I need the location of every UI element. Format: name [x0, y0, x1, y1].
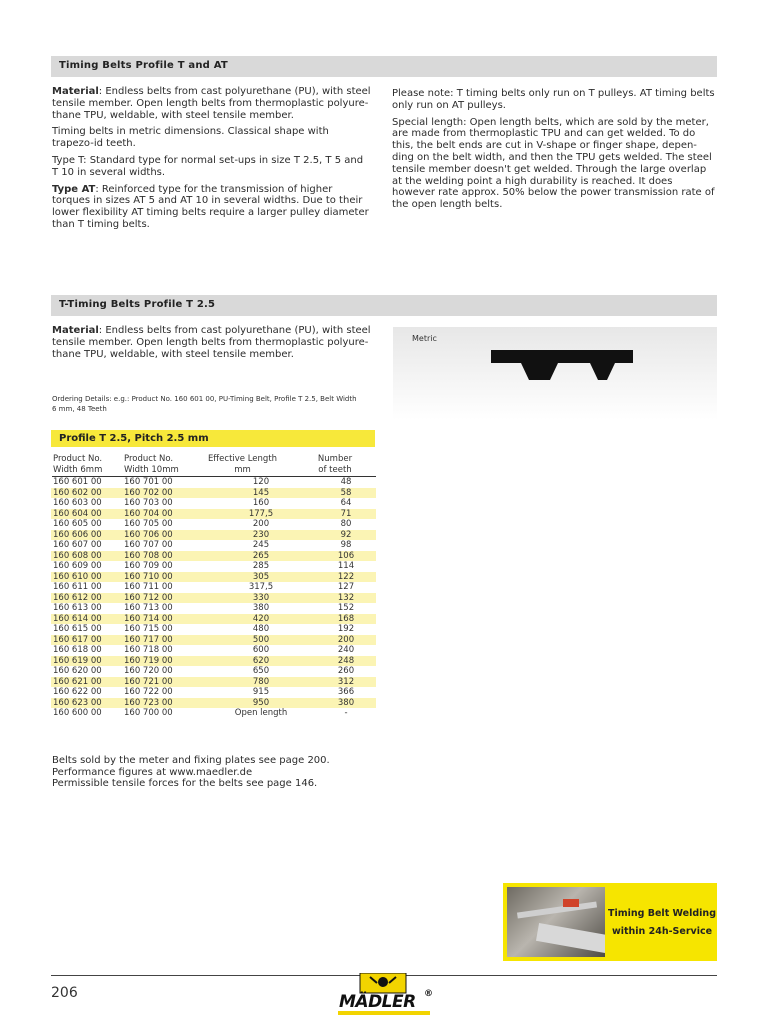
table-cell: 230 [206, 530, 316, 541]
table-cell: 106 [316, 551, 376, 562]
table-cell: 132 [316, 593, 376, 604]
section-title: Timing Belts Profile T and AT [59, 60, 228, 71]
table-cell: 285 [252, 561, 270, 571]
table-row [51, 708, 376, 719]
table-row [51, 666, 376, 677]
table-cell: 500 [206, 635, 316, 646]
table-row [51, 561, 376, 572]
table-cell: 200 [252, 519, 270, 529]
table-cell: 160 723 00 [124, 698, 206, 709]
table-cell: 240 [337, 645, 355, 655]
table-header-bar [51, 430, 375, 447]
table-cell: 48 [340, 477, 352, 487]
table-row [51, 645, 376, 656]
table-cell: 71 [316, 509, 376, 520]
table-cell: 160 623 00 [51, 698, 124, 709]
section-header-profile-t-at [51, 56, 717, 77]
table-cell: 160 719 00 [124, 656, 206, 667]
paragraph-note: Please note: T timing belts only run on T pulleys. AT timing belts only run on AT pulleys. [392, 88, 715, 111]
table-cell: 160 720 00 [124, 666, 173, 676]
table-cell: 160 715 00 [124, 624, 173, 634]
table-row [51, 572, 376, 583]
belt-profile-drawing [393, 327, 717, 420]
table-cell: 245 [252, 540, 270, 550]
table-cell: 200 [316, 635, 376, 646]
table-cell: 160 613 00 [53, 603, 102, 613]
table-cell: 177,5 [206, 509, 316, 520]
table-cell: 160 722 00 [124, 687, 173, 697]
table-cell: 64 [340, 498, 352, 508]
table-cell: 312 [316, 677, 376, 688]
table-cell: 780 [206, 677, 316, 688]
table-row [51, 614, 376, 625]
welding-photo [507, 887, 605, 957]
promo-text: Timing Belt Welding within 24h-Service [607, 908, 716, 937]
table-cell: 160 603 00 [53, 498, 102, 508]
table-cell: 114 [337, 561, 355, 571]
page-number: 206 [51, 985, 78, 1001]
table-cell: 265 [206, 551, 316, 562]
table-cell: 160 707 00 [124, 540, 173, 550]
table-cell: 160 619 00 [51, 656, 124, 667]
note-tensile-forces: Permissible tensile forces for the belts see page 146. [52, 778, 318, 789]
table-row [51, 530, 376, 541]
table-cell: 160 709 00 [124, 561, 173, 571]
table-row [51, 540, 376, 551]
section-header-profile-t25 [51, 295, 717, 316]
table-cell: 160 615 00 [53, 624, 102, 634]
table-cell: 160 711 00 [124, 582, 173, 592]
table-cell: 160 703 00 [124, 498, 173, 508]
table-cell: Open length [234, 708, 288, 718]
table-cell: 366 [337, 687, 355, 697]
illustration-label: Metric [412, 334, 437, 343]
table-cell: 160 [252, 498, 270, 508]
promo-welding-service[interactable] [503, 883, 717, 961]
table-cell: 92 [316, 530, 376, 541]
note-belts-by-meter: Belts sold by the meter and fixing plates see page 200. [52, 755, 330, 766]
section1-right-text [392, 88, 717, 216]
table-cell: 160 700 00 [124, 708, 173, 718]
paragraph-type-at: Type AT: Reinforced type for the transmission of higher torques in sizes AT 5 and AT 10 in several widths. Due to their lower flexibility AT timing belts require a larger pulley diameter than T timing belts. [52, 183, 369, 230]
table-cell: 160 621 00 [51, 677, 124, 688]
table-row [51, 656, 376, 667]
table-cell: 950 [206, 698, 316, 709]
section1-left-text [52, 86, 372, 236]
table-cell: 160 701 00 [124, 477, 173, 487]
table-cell: 305 [206, 572, 316, 583]
table-cell: 160 614 00 [51, 614, 124, 625]
table-cell: 58 [316, 488, 376, 499]
table-cell: 160 610 00 [51, 572, 124, 583]
table-cell: 620 [206, 656, 316, 667]
table-row [51, 509, 376, 520]
table-cell: 160 713 00 [124, 603, 173, 613]
table-cell: 160 617 00 [51, 635, 124, 646]
table-cell: 160 605 00 [53, 519, 102, 529]
table-cell: 260 [337, 666, 355, 676]
table-cell: 160 608 00 [51, 551, 124, 562]
table-cell: 80 [340, 519, 352, 529]
table-cell: 160 717 00 [124, 635, 206, 646]
table-row [51, 551, 376, 562]
table-cell: 650 [252, 666, 270, 676]
table-row [51, 624, 376, 635]
table-row [51, 488, 376, 499]
table-cell: 160 708 00 [124, 551, 206, 562]
table-cell: 317,5 [248, 582, 274, 592]
table-cell: 160 601 00 [53, 477, 102, 487]
paragraph-type-t: Type T: Standard type for normal set-ups in size T 2.5, T 5 and T 10 in several widths. [52, 154, 364, 178]
table-cell: 160 618 00 [53, 645, 102, 655]
column-header-length: Effective Length mm [207, 454, 278, 475]
table-row [51, 677, 376, 688]
table-cell: 160 611 00 [53, 582, 102, 592]
table-row [51, 593, 376, 604]
table-cell: 160 607 00 [53, 540, 102, 550]
table-cell: 420 [206, 614, 316, 625]
logo-brand: MÄDLER [339, 992, 416, 1012]
column-header-teeth: Number of teeth [317, 454, 353, 475]
table-cell: 122 [316, 572, 376, 583]
table-cell: 168 [316, 614, 376, 625]
section2-material-text: Material: Endless belts from cast polyurethane (PU), with steel tensile member. Open length belts from thermoplastic polyure-thane TPU, weldable, with steel tensile member. [52, 325, 371, 360]
table-cell: 248 [316, 656, 376, 667]
belt-profile-illustration [393, 327, 717, 420]
table-cell: 160 622 00 [53, 687, 102, 697]
table-cell: 380 [316, 698, 376, 709]
table-cell: 160 620 00 [53, 666, 102, 676]
paragraph-material: Material: Endless belts from cast polyurethane (PU), with steel tensile member. Open length belts from thermoplastic polyure-thane TPU, weldable, with steel tensile member. [52, 86, 371, 121]
column-header-width10: Product No. Width 10mm [124, 454, 179, 475]
table-row [51, 603, 376, 614]
table-cell: 120 [252, 477, 270, 487]
table-cell: 145 [206, 488, 316, 499]
table-row [51, 698, 376, 709]
table-cell: 152 [337, 603, 355, 613]
paragraph-metric: Timing belts in metric dimensions. Classical shape with trapezo-id teeth. [52, 126, 329, 150]
table-cell: 192 [337, 624, 355, 634]
section-title: T-Timing Belts Profile T 2.5 [59, 299, 216, 310]
table-cell: 160 721 00 [124, 677, 206, 688]
table-cell: 915 [252, 687, 270, 697]
table-cell: 160 705 00 [124, 519, 173, 529]
table-cell: 160 604 00 [51, 509, 124, 520]
table-cell: 480 [252, 624, 270, 634]
table-cell: 330 [206, 593, 316, 604]
table-row [51, 582, 376, 593]
table-cell: 160 714 00 [124, 614, 206, 625]
table-cell: 160 602 00 [51, 488, 124, 499]
table-cell: 160 706 00 [124, 530, 206, 541]
table-cell: 98 [340, 540, 352, 550]
table-cell: 160 704 00 [124, 509, 206, 520]
table-cell: 380 [252, 603, 270, 613]
table-cell: - [344, 708, 348, 718]
maedler-logo [336, 973, 436, 1017]
belt-data-table [51, 477, 376, 719]
table-row [51, 477, 376, 488]
logo-registered: ® [424, 989, 433, 999]
table-cell: 160 718 00 [124, 645, 173, 655]
table-cell: 160 606 00 [51, 530, 124, 541]
table-row [51, 635, 376, 646]
table-cell: 127 [337, 582, 355, 592]
table-cell: 600 [252, 645, 270, 655]
table-row [51, 519, 376, 530]
paragraph-special-length: Special length: Open length belts, which are sold by the meter, are made from thermoplastic TPU and can get welded. To do this, the belt ends are cut in V-shape or finger shape, depen-ding on the belt width, and then the TPU gets welded. The steel tensile member doesn't get welded. Through the large overlap at the welding point a high durability is reached. It does however rate approx. 50% below the power transmission rate of the open length belts. [392, 116, 715, 211]
footnotes [52, 755, 372, 790]
table-cell: 160 710 00 [124, 572, 206, 583]
column-header-width6: Product No. Width 6mm [53, 454, 103, 475]
table-cell: 160 712 00 [124, 593, 206, 604]
table-cell: 160 609 00 [53, 561, 102, 571]
table-title: Profile T 2.5, Pitch 2.5 mm [59, 433, 209, 444]
table-cell: 160 612 00 [51, 593, 124, 604]
table-row [51, 498, 376, 509]
table-row [51, 687, 376, 698]
ordering-details: Ordering Details: e.g.: Product No. 160 601 00, PU-Timing Belt, Profile T 2.5, Belt Width 6 mm, 48 Teeth [52, 395, 357, 413]
table-cell: 160 600 00 [53, 708, 102, 718]
table-cell: 160 702 00 [124, 488, 206, 499]
note-performance-link[interactable]: Performance figures at www.maedler.de [52, 766, 253, 778]
